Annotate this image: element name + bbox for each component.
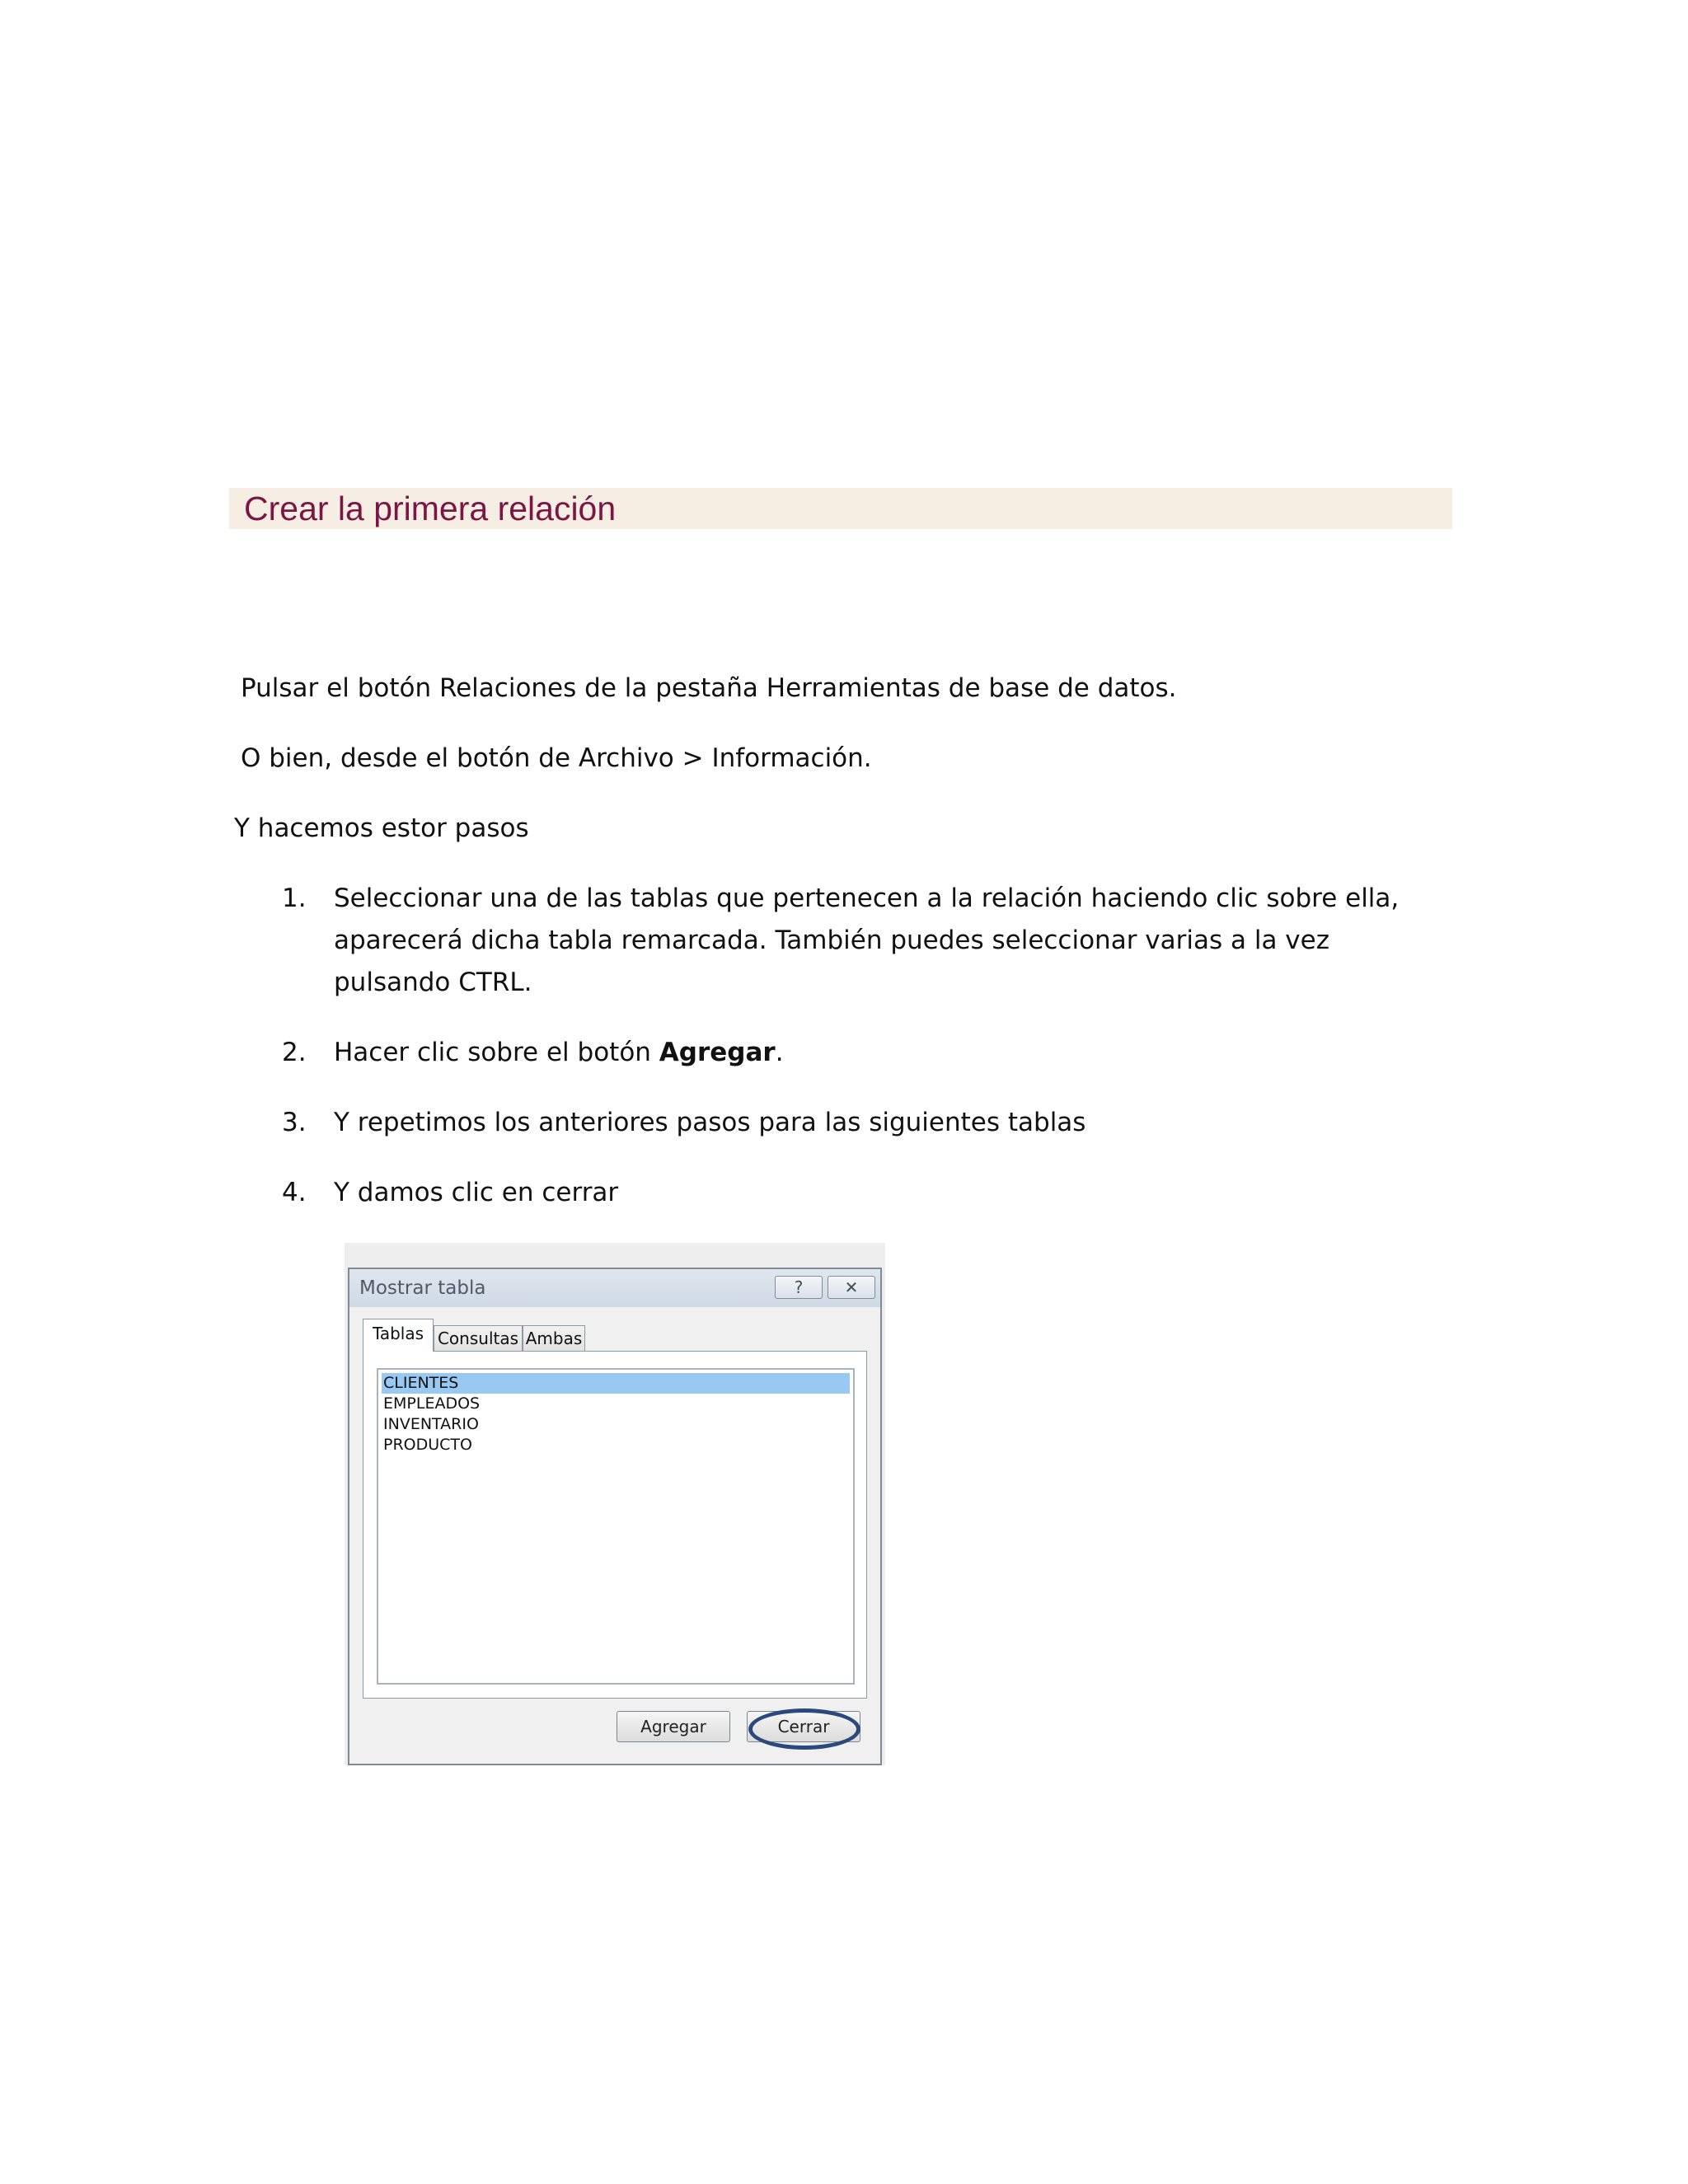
list-text-line: Y damos clic en cerrar — [334, 1178, 619, 1207]
dialog-titlebar — [349, 1269, 880, 1307]
paragraph-relaciones-button: Pulsar el botón Relaciones de la pestaña Herramientas de base de datos. — [241, 673, 1177, 703]
cerrar-button[interactable]: Cerrar — [747, 1711, 860, 1742]
list-item-producto[interactable]: PRODUCTO — [383, 1436, 472, 1454]
list-number: 4. — [282, 1178, 307, 1207]
list-text — [334, 1172, 1405, 1214]
step-text-prefix: Hacer clic sobre el botón — [334, 1038, 659, 1067]
list-item-inventario[interactable]: INVENTARIO — [383, 1415, 479, 1433]
list-item-clientes[interactable]: CLIENTES — [382, 1373, 850, 1394]
close-window-button[interactable] — [828, 1276, 875, 1299]
list-text-line: Y repetimos los anteriores pasos para las siguientes tablas — [334, 1108, 1086, 1137]
tab-consultas[interactable]: Consultas — [434, 1325, 523, 1352]
list-number: 3. — [282, 1108, 307, 1137]
tab-ambas[interactable]: Ambas — [523, 1325, 585, 1352]
list-text — [334, 1102, 1405, 1144]
list-text-line: aparecerá dicha tabla remarcada. También puedes seleccionar varias a la vez — [334, 926, 1330, 955]
list-number: 1. — [282, 883, 307, 913]
dialog-title: Mostrar tabla — [359, 1277, 486, 1299]
paragraph-archivo-informacion: O bien, desde el botón de Archivo > Información. — [241, 743, 872, 773]
list-item-empleados[interactable]: EMPLEADOS — [383, 1394, 481, 1413]
close-icon: ✕ — [844, 1277, 859, 1297]
list-text-line — [334, 1032, 1405, 1074]
list-text-line: pulsando CTRL. — [334, 968, 532, 997]
help-icon: ? — [794, 1277, 804, 1297]
agregar-button[interactable]: Agregar — [617, 1711, 730, 1742]
paragraph-steps-intro: Y hacemos estor pasos — [234, 813, 529, 843]
section-heading-band — [229, 488, 1452, 529]
tab-panel-tablas — [363, 1351, 867, 1699]
list-text — [334, 1032, 1405, 1074]
list-number: 2. — [282, 1038, 307, 1067]
section-heading: Crear la primera relación — [244, 490, 617, 527]
list-text — [334, 878, 1405, 1004]
help-button[interactable] — [775, 1276, 823, 1299]
step-text-suffix: . — [775, 1038, 784, 1067]
mostrar-tabla-dialog — [348, 1268, 882, 1765]
step-text-bold: Agregar — [659, 1038, 776, 1067]
tables-listbox[interactable] — [377, 1368, 855, 1685]
list-text-line: Seleccionar una de las tablas que pertenecen a la relación haciendo clic sobre ella, — [334, 883, 1400, 913]
tab-tablas[interactable]: Tablas — [363, 1319, 434, 1352]
